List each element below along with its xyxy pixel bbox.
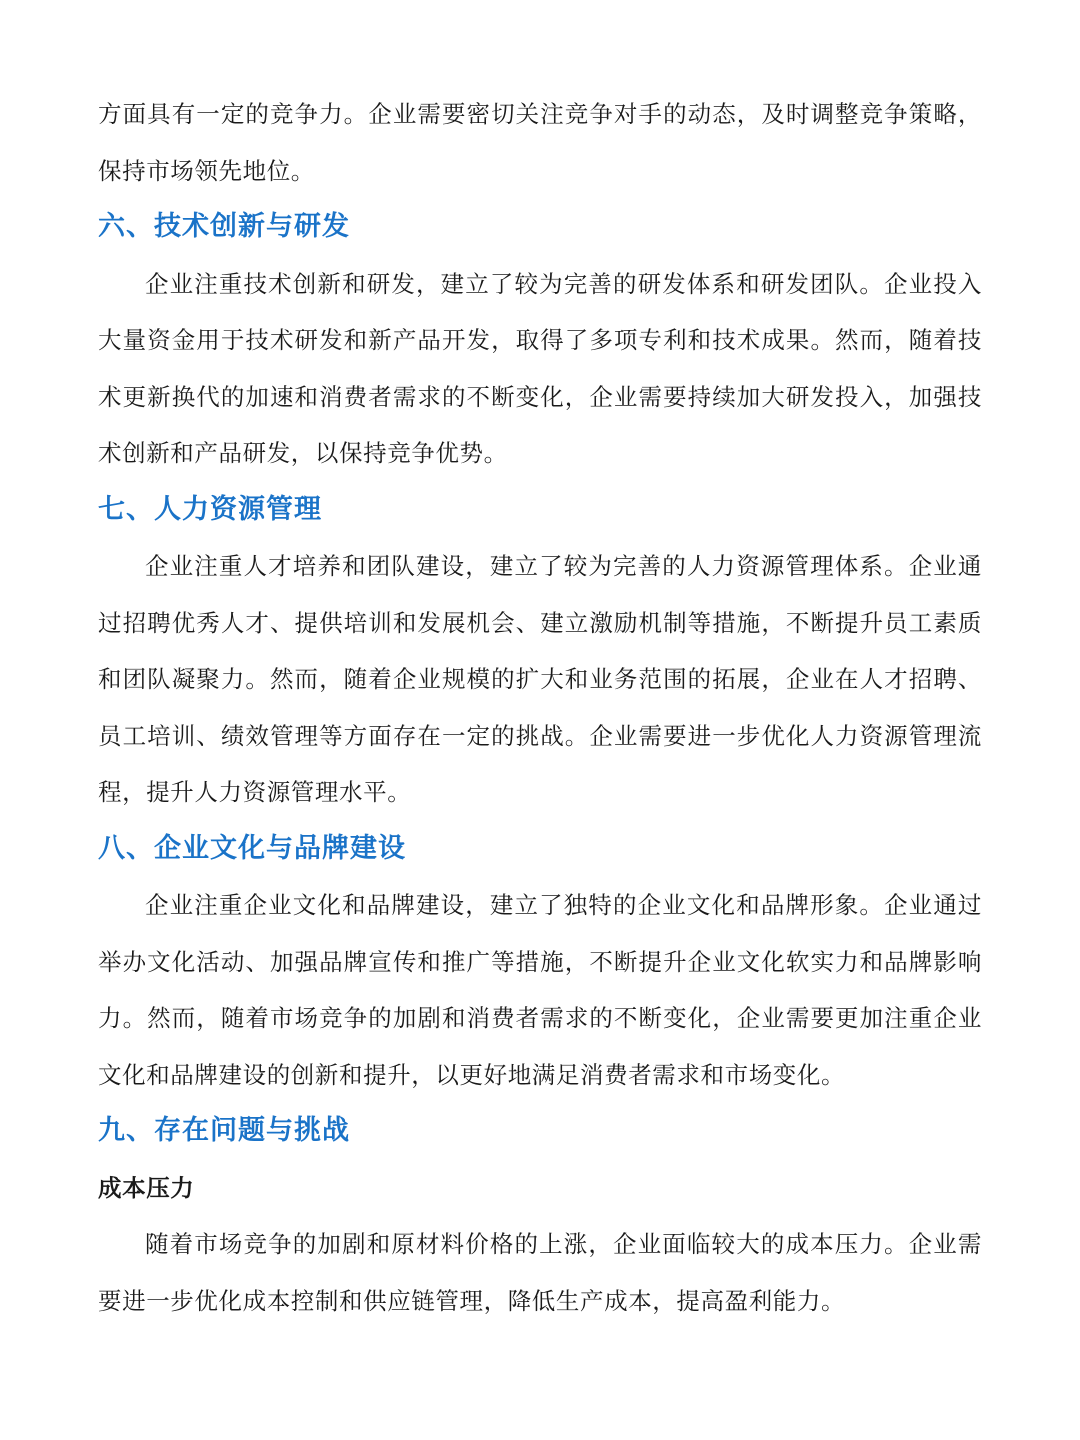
intro-paragraph: 方面具有一定的竞争力。企业需要密切关注竞争对手的动态，及时调整竞争策略，保持市场领先地位。 [98, 100, 982, 185]
section-6-heading: 六、技术创新与研发 [98, 211, 350, 242]
section-9-paragraph: 随着市场竞争的加剧和原材料价格的上涨，企业面临较大的成本压力。企业需要进一步优化成本控制和供应链管理，降低生产成本，提高盈利能力。 [98, 1230, 982, 1315]
section-8-paragraph: 企业注重企业文化和品牌建设，建立了独特的企业文化和品牌形象。企业通过举办文化活动、加强品牌宣传和推广等措施，不断提升企业文化软实力和品牌影响力。然而，随着市场竞争的加剧和消费者需求的不断变化，企业需要更加注重企业文化和品牌建设的创新和提升，以更好地满足消费者需求和市场变化。 [98, 891, 982, 1089]
section-6-paragraph: 企业注重技术创新和研发，建立了较为完善的研发体系和研发团队。企业投入大量资金用于技术研发和新产品开发，取得了多项专利和技术成果。然而，随着技术更新换代的加速和消费者需求的不断变化，企业需要持续加大研发投入，加强技术创新和产品研发，以保持竞争优势。 [98, 269, 982, 467]
section-7-paragraph: 企业注重人才培养和团队建设，建立了较为完善的人力资源管理体系。企业通过招聘优秀人才、提供培训和发展机会、建立激励机制等措施，不断提升员工素质和团队凝聚力。然而，随着企业规模的扩大和业务范围的拓展，企业在人才招聘、员工培训、绩效管理等方面存在一定的挑战。企业需要进一步优化人力资源管理流程，提升人力资源管理水平。 [98, 552, 982, 806]
section-9-heading: 九、存在问题与挑战 [98, 1115, 350, 1146]
section-9-subheading: 成本压力 [98, 1173, 195, 1202]
section-7-heading: 七、人力资源管理 [98, 493, 322, 525]
document-page [98, 86, 982, 1329]
section-8-heading: 八、企业文化与品牌建设 [98, 832, 406, 864]
